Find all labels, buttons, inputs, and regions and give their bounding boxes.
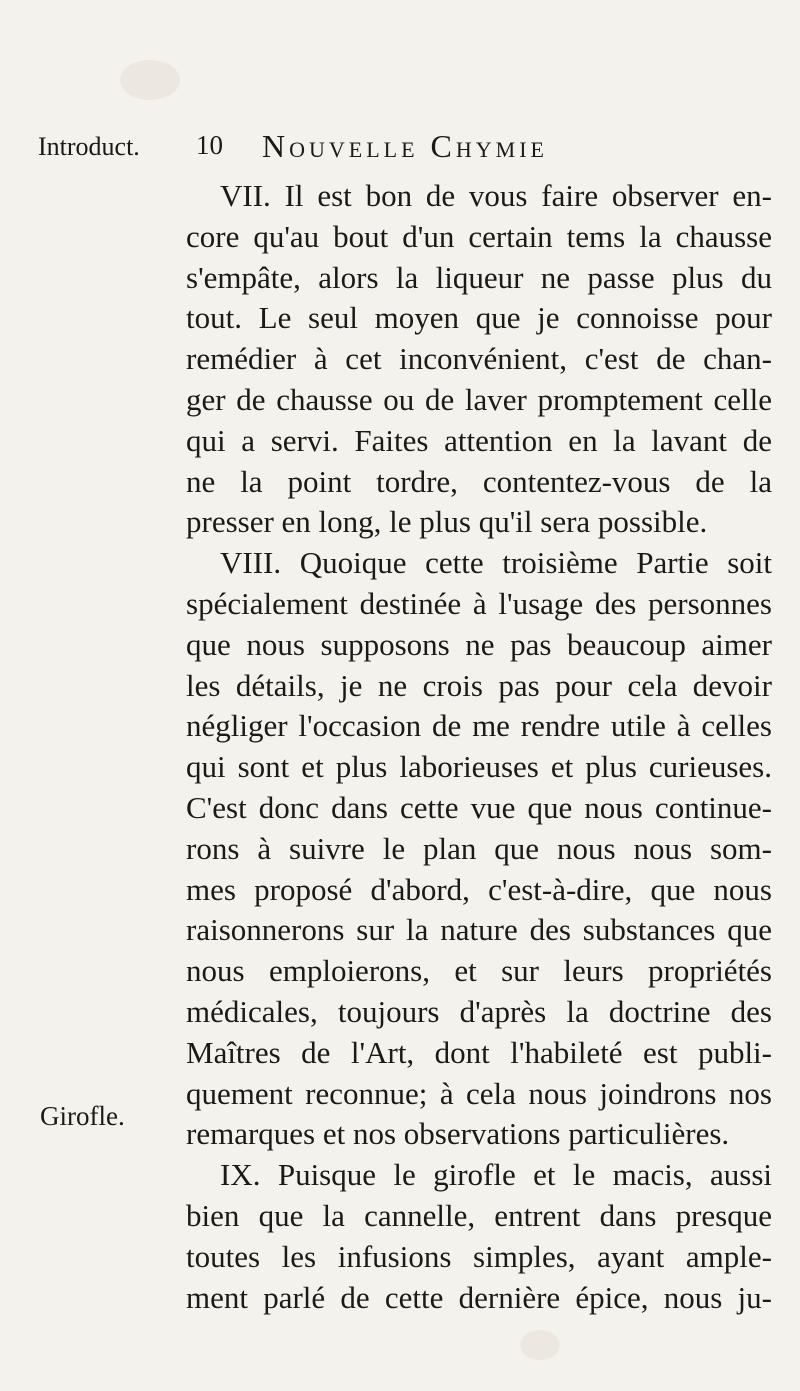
paragraph-vii bbox=[186, 176, 772, 543]
text-line: qui a servi. Faites attention en la lavant de bbox=[186, 422, 772, 458]
text-line: Maîtres de l'Art, dont l'habileté est publi- bbox=[186, 1034, 772, 1070]
text-line: core qu'au bout d'un certain tems la chausse bbox=[186, 218, 772, 254]
text-line: s'empâte, alors la liqueur ne passe plus du bbox=[186, 259, 772, 295]
paper-stain bbox=[520, 1330, 560, 1360]
text-line: IX. Puisque le girofle et le macis, aussi bbox=[220, 1157, 772, 1193]
text-line: toutes les infusions simples, ayant ample- bbox=[186, 1238, 772, 1274]
text-line: médicales, toujours d'après la doctrine des bbox=[186, 993, 772, 1029]
text-line: VIII. Quoique cette troisième Partie soit bbox=[220, 545, 772, 581]
body-text bbox=[186, 176, 772, 1318]
text-line: ger de chausse ou de laver promptement celle bbox=[186, 381, 772, 417]
margin-heading: Introduct. bbox=[38, 132, 140, 161]
margin-note-girofle: Girofle. bbox=[40, 1101, 125, 1131]
text-line: qui sont et plus laborieuses et plus curieuses. bbox=[186, 749, 772, 785]
text-line: presser en long, le plus qu'il sera possible. bbox=[186, 504, 708, 540]
text-line: spécialement destinée à l'usage des personnes bbox=[186, 585, 772, 621]
paragraph-ix bbox=[186, 1155, 772, 1318]
running-title: Nouvelle Chymie bbox=[262, 128, 548, 164]
text-line: raisonnerons sur la nature des substances que bbox=[186, 912, 772, 948]
text-line: remarques et nos observations particulières. bbox=[186, 1116, 730, 1152]
text-line: VII. Il est bon de vous faire observer en- bbox=[220, 178, 772, 213]
page-number: 10 bbox=[196, 130, 223, 160]
text-line: rons à suivre le plan que nous nous som- bbox=[186, 830, 772, 866]
text-line: mes proposé d'abord, c'est-à-dire, que nous bbox=[186, 871, 772, 907]
text-line: les détails, je ne crois pas pour cela devoir bbox=[186, 667, 772, 703]
text-line: C'est donc dans cette vue que nous continue- bbox=[186, 789, 772, 825]
text-line: remédier à cet inconvénient, c'est de chan- bbox=[186, 341, 772, 377]
text-line: tout. Le seul moyen que je connoisse pour bbox=[186, 300, 772, 336]
text-line: bien que la cannelle, entrent dans presque bbox=[186, 1197, 772, 1233]
text-line: ment parlé de cette dernière épice, nous ju- bbox=[186, 1279, 772, 1315]
paragraph-viii bbox=[186, 543, 772, 1155]
page-header bbox=[0, 128, 800, 168]
text-line: quement reconnue; à cela nous joindrons nos bbox=[186, 1075, 772, 1111]
text-line: nous emploierons, et sur leurs propriétés bbox=[186, 953, 772, 989]
text-line: que nous supposons ne pas beaucoup aimer bbox=[186, 626, 772, 662]
text-line: négliger l'occasion de me rendre utile à celles bbox=[186, 708, 772, 744]
paper-stain bbox=[120, 60, 180, 100]
text-line: ne la point tordre, contentez-vous de la bbox=[186, 463, 772, 499]
